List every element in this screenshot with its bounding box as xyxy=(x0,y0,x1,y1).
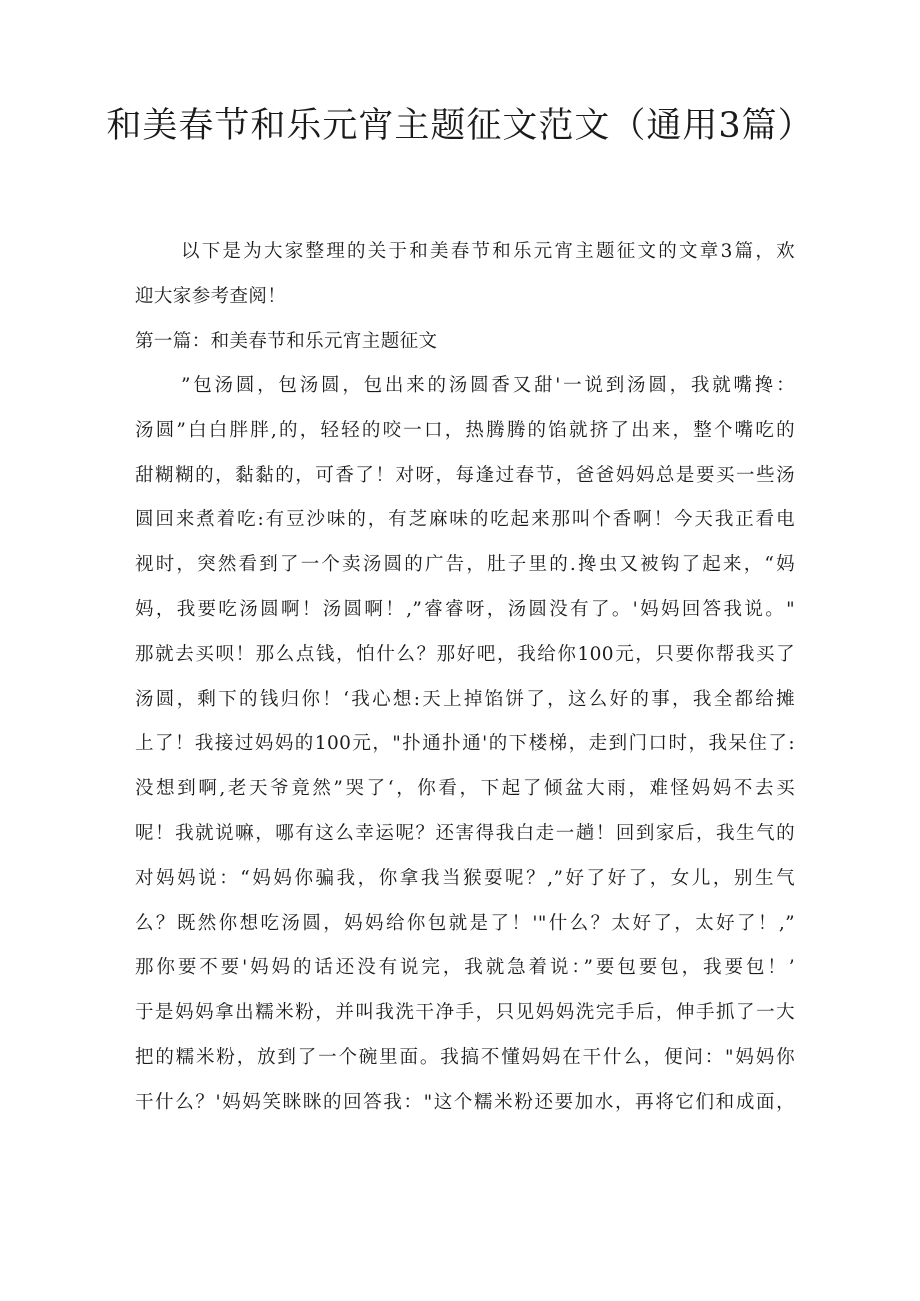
article-paragraph xyxy=(135,364,795,1126)
paragraph-line: 把的糯米粉，放到了一个碗里面。我搞不懂妈妈在干什么，便问："妈妈你 xyxy=(135,1046,795,1068)
paragraph-line: 于是妈妈拿出糯米粉，并叫我洗干净手，只见妈妈洗完手后，伸手抓了一大 xyxy=(135,1002,795,1024)
section-heading: 第一篇：和美春节和乐元宵主题征文 xyxy=(135,330,438,352)
intro-paragraph xyxy=(135,230,795,364)
document-title: 和美春节和乐元宵主题征文范文（通用3篇） xyxy=(106,106,814,146)
paragraph-line: 干什么？'妈妈笑眯眯的回答我："这个糯米粉还要加水，再将它们和成面， xyxy=(135,1091,795,1113)
paragraph-line: 么？既然你想吃汤圆，妈妈给你包就是了！'"什么？太好了，太好了！,” xyxy=(135,912,795,934)
paragraph-line: 那就去买呗！那么点钱，怕什么？那好吧，我给你100元，只要你帮我买了 xyxy=(135,643,795,665)
paragraph-line: 圆回来煮着吃:有豆沙味的，有芝麻味的吃起来那叫个香啊！今天我正看电 xyxy=(135,509,795,531)
paragraph-line: ”包汤圆，包汤圆，包出来的汤圆香又甜'一说到汤圆，我就嘴搀： xyxy=(181,375,795,396)
intro-line: 以下是为大家整理的关于和美春节和乐元宵主题征文的文章3篇，欢 xyxy=(181,241,795,262)
paragraph-line: 汤圆，剩下的钱归你！‘我心想:天上掉馅饼了，这么好的事，我全都给摊 xyxy=(135,688,795,710)
paragraph-line: 呢！我就说嘛，哪有这么幸运呢？还害得我白走一趟！回到家后，我生气的 xyxy=(135,822,795,844)
paragraph-line: 那你要不要'妈妈的话还没有说完，我就急着说：”要包要包，我要包！’ xyxy=(135,957,795,979)
paragraph-line: 上了！我接过妈妈的100元，"扑通扑通'的下楼梯，走到门口时，我呆住了: xyxy=(135,733,795,755)
paragraph-line: 对妈妈说：“妈妈你骗我，你拿我当猴耍呢？,”好了好了，女儿，别生气 xyxy=(135,867,795,889)
paragraph-line: 没想到啊,老天爷竟然”哭了‘，你看，下起了倾盆大雨，难怪妈妈不去买 xyxy=(135,778,795,800)
paragraph-line: 妈，我要吃汤圆啊！汤圆啊！,”睿睿呀，汤圆没有了。'妈妈回答我说。" xyxy=(135,598,795,620)
paragraph-line: 汤圆”白白胖胖,的，轻轻的咬一口，热腾腾的馅就挤了出来，整个嘴吃的 xyxy=(135,419,795,441)
paragraph-line: 视时，突然看到了一个卖汤圆的广告，肚子里的.搀虫又被钩了起来，“妈 xyxy=(135,554,795,576)
intro-line: 迎大家参考查阅！ xyxy=(135,285,287,307)
paragraph-line: 甜糊糊的，黏黏的，可香了！对呀，每逢过春节，爸爸妈妈总是要买一些汤 xyxy=(135,464,795,486)
